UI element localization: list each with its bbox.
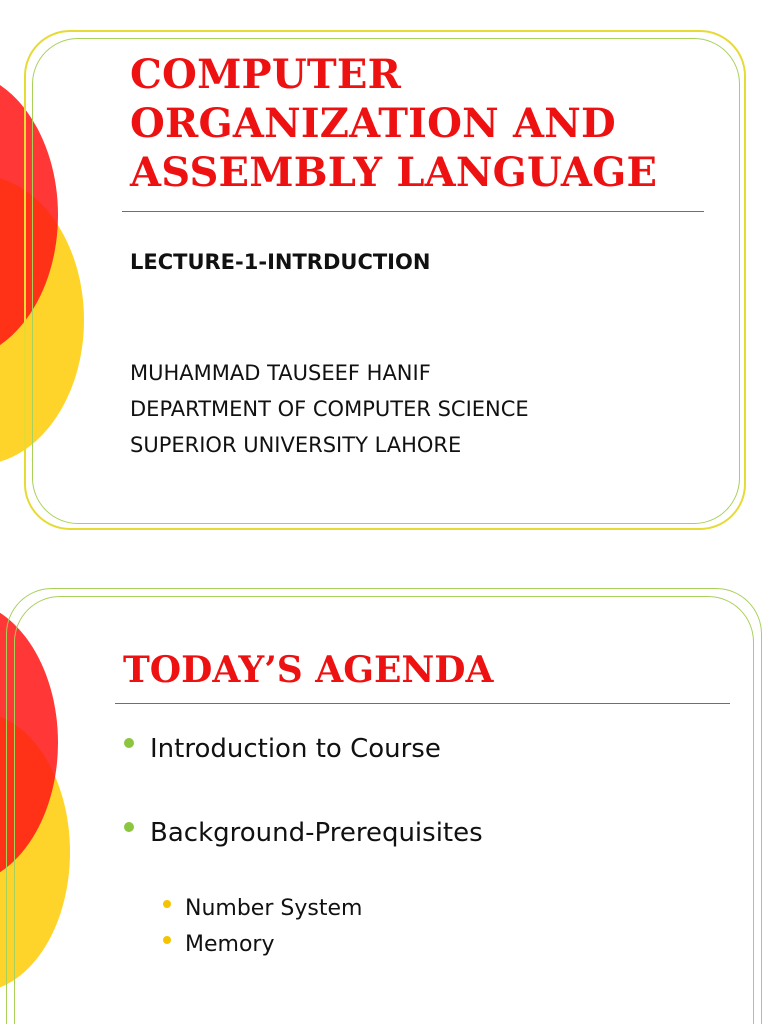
list-item [124, 818, 483, 848]
agenda-slide [0, 572, 768, 1024]
lecture-subtitle: LECTURE-1-INTRDUCTION [130, 250, 431, 274]
sub-list-item [163, 932, 274, 957]
slide-title [130, 50, 730, 197]
bullet-dot-icon [163, 900, 171, 908]
bullet-dot-icon [124, 822, 134, 832]
list-item-text: Introduction to Course [150, 734, 441, 764]
title-line: COMPUTER [130, 51, 402, 98]
slide-title: TODAY’S AGENDA [123, 649, 494, 691]
title-line: ORGANIZATION AND [130, 100, 616, 147]
bullet-dot-icon [163, 936, 171, 944]
sub-list-item-text: Number System [185, 896, 363, 921]
title-divider [122, 211, 704, 212]
author-university: SUPERIOR UNIVERSITY LAHORE [130, 433, 462, 457]
bullet-dot-icon [124, 738, 134, 748]
title-divider [115, 703, 730, 704]
sub-list-item-text: Memory [185, 932, 275, 957]
list-item-text: Background-Prerequisites [150, 818, 483, 848]
list-item [124, 734, 441, 764]
author-info [130, 355, 529, 463]
title-line: ASSEMBLY LANGUAGE [130, 149, 658, 196]
author-name: MUHAMMAD TAUSEEF HANIF [130, 361, 431, 385]
author-department: DEPARTMENT OF COMPUTER SCIENCE [130, 397, 529, 421]
sub-list-item [163, 896, 362, 921]
